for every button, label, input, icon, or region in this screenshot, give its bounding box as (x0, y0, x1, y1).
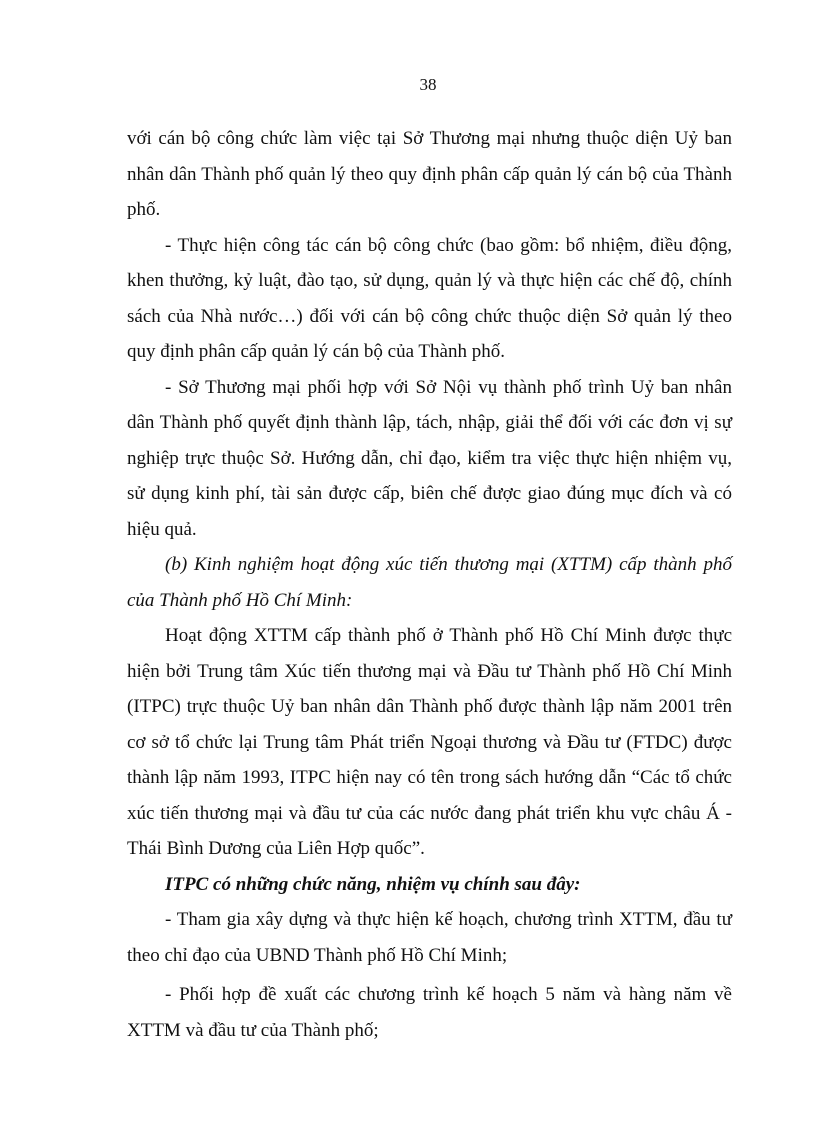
page-number: 38 (419, 75, 437, 94)
list-item-function-1: - Tham gia xây dựng và thực hiện kế hoạch, chương trình XTTM, đầu tư theo chỉ đạo của UBND Thành phố Hồ Chí Minh; (127, 909, 732, 966)
section-heading-itpc-functions: ITPC có những chức năng, nhiệm vụ chính sau đây: (165, 873, 581, 895)
paragraph-unit-coordination: - Sở Thương mại phối hợp với Sở Nội vụ thành phố trình Uỷ ban nhân dân Thành phố quyết định thành lập, tách, nhập, giải thể đối với các đơn vị sự nghiệp trực thuộc Sở. Hướng dẫn, chỉ đạo, kiểm tra việc thực hiện nhiệm vụ, sử dụng kinh phí, tài sản được cấp, biên chế được giao đúng mục đích và có hiệu quả. (127, 376, 732, 540)
paragraph-staff-management: - Thực hiện công tác cán bộ công chức (bao gồm: bổ nhiệm, điều động, khen thưởng, kỷ luật, đào tạo, sử dụng, quản lý và thực hiện các chế độ, chính sách của Nhà nước…) đối với cán bộ công chức thuộc diện Sở quản lý theo quy định phân cấp quản lý cán bộ của Thành phố. (127, 234, 732, 362)
document-body (127, 121, 732, 1048)
paragraph-continuation: với cán bộ công chức làm việc tại Sở Thương mại nhưng thuộc diện Uỷ ban nhân dân Thành phố quản lý theo quy định phân cấp quản lý cán bộ của Thành phố. (127, 128, 732, 220)
paragraph-itpc-intro: Hoạt động XTTM cấp thành phố ở Thành phố Hồ Chí Minh được thực hiện bởi Trung tâm Xúc tiến thương mại và Đầu tư Thành phố Hồ Chí Minh (ITPC) trực thuộc Uỷ ban nhân dân Thành phố được thành lập năm 2001 trên cơ sở tổ chức lại Trung tâm Phát triển Ngoại thương và Đầu tư (FTDC) được thành lập năm 1993, ITPC hiện nay có tên trong sách hướng dẫn “Các tổ chức xúc tiến thương mại và đầu tư của các nước đang phát triển khu vực châu Á - Thái Bình Dương của Liên Hợp quốc”. (127, 625, 732, 859)
section-heading-hcmc-experience: (b) Kinh nghiệm hoạt động xúc tiến thương mại (XTTM) cấp thành phố của Thành phố Hồ Chí Minh: (127, 554, 732, 611)
list-item-function-2: - Phối hợp đề xuất các chương trình kế hoạch 5 năm và hàng năm về XTTM và đầu tư của Thành phố; (127, 984, 732, 1041)
